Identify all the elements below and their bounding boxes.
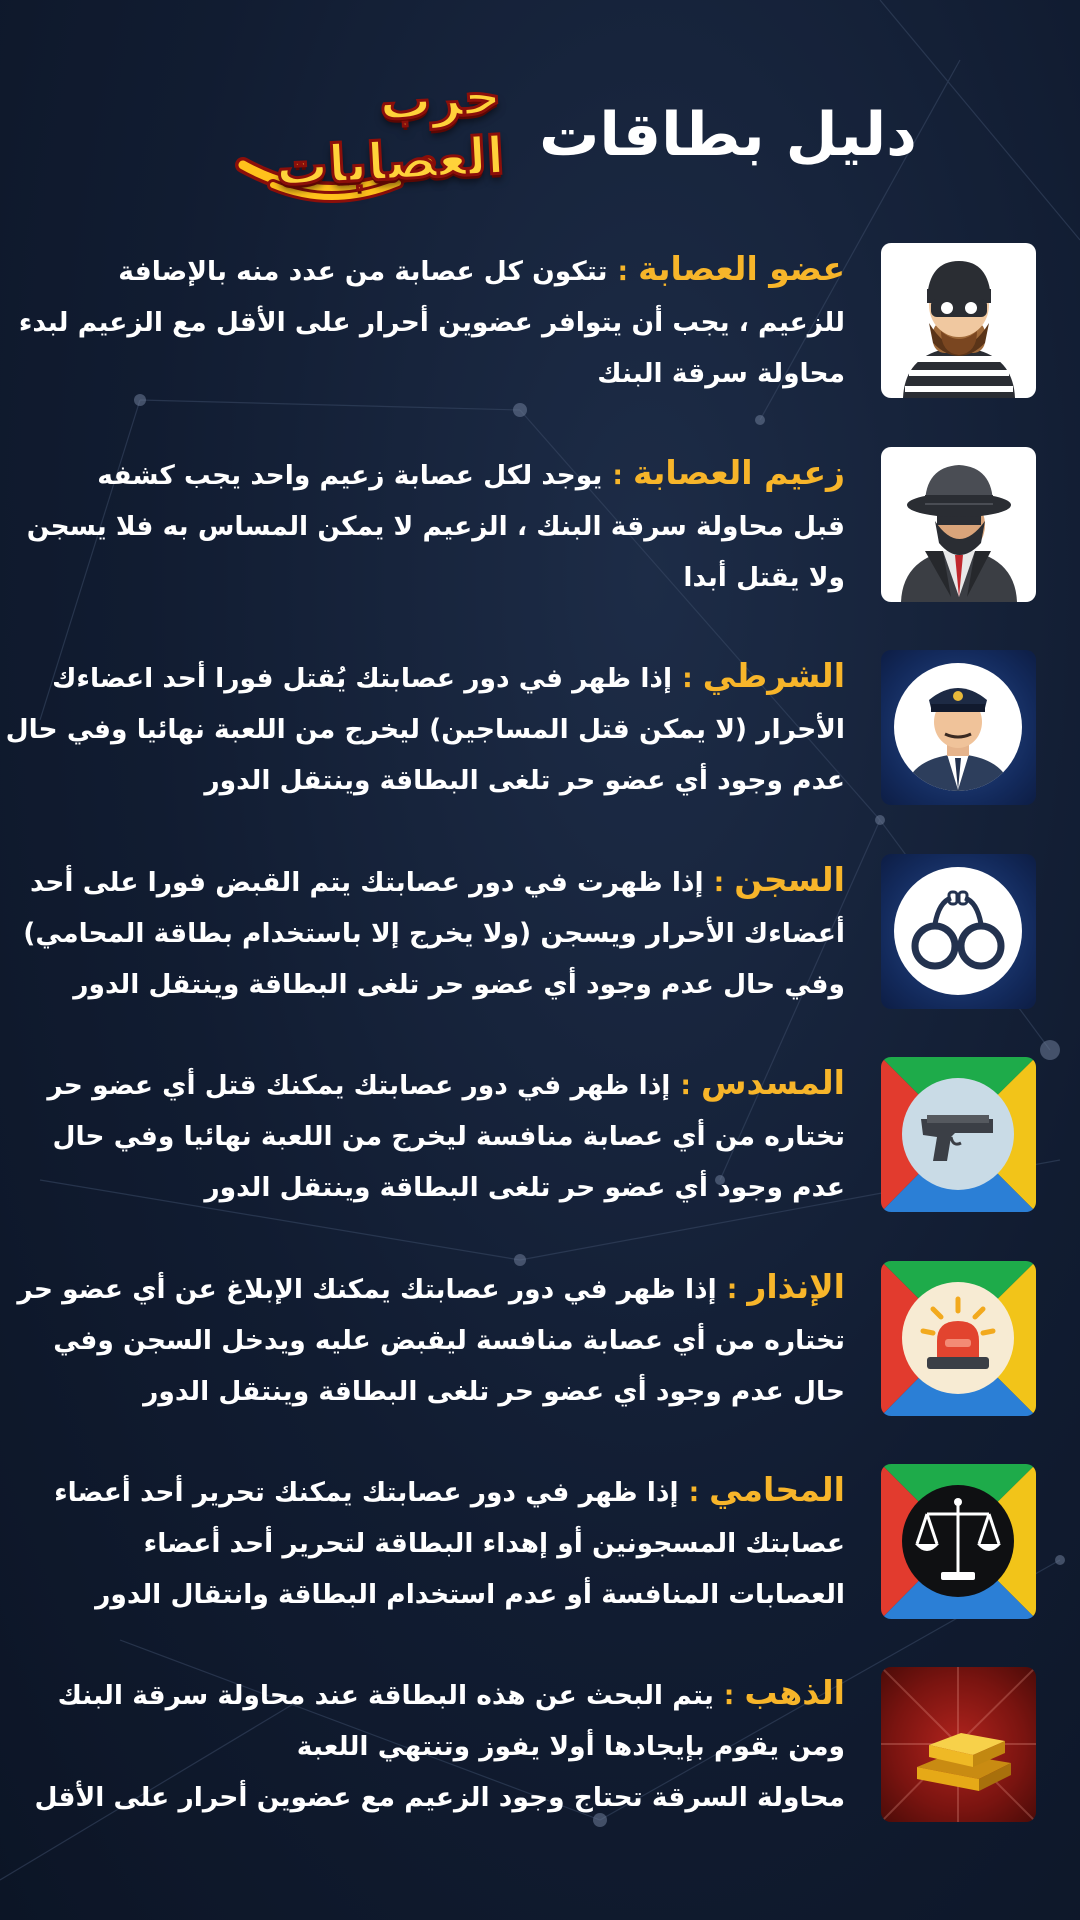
card-line: العصابات المنافسة أو عدم استخدام البطاقة وانتقال الدور bbox=[95, 1579, 845, 1610]
card-policeman bbox=[0, 650, 1080, 810]
header bbox=[0, 60, 1080, 210]
card-term: الإنذار bbox=[747, 1267, 845, 1306]
card-term: المحامي bbox=[709, 1470, 845, 1509]
card-description: الذهب:يتم البحث عن هذه البطاقة عند محاولة سرقة البنك ومن يقوم بإيجادها أولا يفوز وتنتهي اللعبة محاولة السرقة تحتاج وجود الزعيم مع عضوين أحرار على الأقل bbox=[45, 1667, 845, 1823]
card-gang-leader bbox=[0, 447, 1080, 607]
card-description: الشرطي:إذا ظهر في دور عصابتك يُقتل فورا أحد اعضاءك الأحرار (لا يمكن قتل المساجين) ليخرج من اللعبة نهائيا وفي حال عدم وجود أي عضو حر تلغى البطاقة وينتقل الدور bbox=[45, 650, 845, 806]
card-term: السجن bbox=[734, 860, 845, 899]
card-line: إذا ظهر في دور عصابتك يُقتل فورا أحد اعضاءك bbox=[52, 663, 673, 694]
card-prison bbox=[0, 854, 1080, 1014]
card-line: إذا ظهر في دور عصابتك يمكنك الإبلاغ عن أي عضو حر bbox=[17, 1274, 717, 1305]
page-title: دليل بطاقات bbox=[539, 100, 917, 170]
scales-of-justice-icon bbox=[881, 1464, 1036, 1619]
card-line: عدم وجود أي عضو حر تلغى البطاقة وينتقل الدور bbox=[204, 765, 845, 796]
card-line: محاولة السرقة تحتاج وجود الزعيم مع عضوين أحرار على الأقل bbox=[34, 1782, 845, 1813]
card-description: المحامي:إذا ظهر في دور عصابتك يمكنك تحرير أحد أعضاء عصابتك المسجونين أو إهداء البطاقة لتحرير أحد أعضاء العصابات المنافسة أو عدم استخدام البطاقة وانتقال الدور bbox=[45, 1464, 845, 1620]
game-logo bbox=[163, 65, 506, 205]
card-lawyer bbox=[0, 1464, 1080, 1624]
card-line: أعضاءك الأحرار ويسجن (ولا يخرج إلا باستخدام بطاقة المحامي) bbox=[23, 918, 845, 949]
card-line: قبل محاولة سرقة البنك ، الزعيم لا يمكن المساس به فلا يسجن bbox=[26, 511, 845, 542]
handcuffs-icon bbox=[881, 854, 1036, 1009]
card-gang-member bbox=[0, 243, 1080, 403]
card-line: يوجد لكل عصابة زعيم واحد يجب كشفه bbox=[97, 460, 603, 491]
card-line: للزعيم ، يجب أن يتوافر عضوين أحرار على الأقل مع الزعيم لبدء bbox=[18, 307, 845, 338]
card-line: عدم وجود أي عضو حر تلغى البطاقة وينتقل الدور bbox=[204, 1172, 845, 1203]
gang-member-icon bbox=[881, 243, 1036, 398]
card-line: وفي حال عدم وجود أي عضو حر تلغى البطاقة وينتقل الدور bbox=[73, 969, 845, 1000]
card-line: محاولة سرقة البنك bbox=[597, 358, 845, 389]
card-line: ولا يقتل أبدا bbox=[683, 562, 845, 593]
card-line: حال عدم وجود أي عضو حر تلغى البطاقة وينتقل الدور bbox=[143, 1376, 845, 1407]
card-line: الأحرار (لا يمكن قتل المساجين) ليخرج من اللعبة نهائيا وفي حال bbox=[5, 714, 845, 745]
card-description: السجن:إذا ظهرت في دور عصابتك يتم القبض فورا على أحد أعضاءك الأحرار ويسجن (ولا يخرج إلا باستخدام بطاقة المحامي) وفي حال عدم وجود أي عضو حر تلغى البطاقة وينتقل الدور bbox=[45, 854, 845, 1010]
card-line: تختاره من أي عصابة منافسة ليخرج من اللعبة نهائيا وفي حال bbox=[52, 1121, 845, 1152]
card-term: المسدس bbox=[700, 1063, 845, 1102]
card-description: عضو العصابة:تتكون كل عصابة من عدد منه بالإضافة للزعيم ، يجب أن يتوافر عضوين أحرار على الأقل مع الزعيم لبدء محاولة سرقة البنك bbox=[45, 243, 845, 399]
card-line: إذا ظهر في دور عصابتك يمكنك تحرير أحد أعضاء bbox=[54, 1477, 679, 1508]
gang-leader-icon bbox=[881, 447, 1036, 602]
card-line: إذا ظهر في دور عصابتك يمكنك قتل أي عضو حر bbox=[47, 1070, 671, 1101]
card-pistol bbox=[0, 1057, 1080, 1217]
policeman-icon bbox=[881, 650, 1036, 805]
card-description: الإنذار:إذا ظهر في دور عصابتك يمكنك الإبلاغ عن أي عضو حر تختاره من أي عصابة منافسة ليقبض عليه ويدخل السجن وفي حال عدم وجود أي عضو حر تلغى البطاقة وينتقل الدور bbox=[45, 1261, 845, 1417]
card-gold bbox=[0, 1667, 1080, 1827]
card-term: الذهب bbox=[744, 1673, 845, 1712]
card-description: المسدس:إذا ظهر في دور عصابتك يمكنك قتل أي عضو حر تختاره من أي عصابة منافسة ليخرج من اللعبة نهائيا وفي حال عدم وجود أي عضو حر تلغى البطاقة وينتقل الدور bbox=[45, 1057, 845, 1213]
siren-icon bbox=[881, 1261, 1036, 1416]
gold-bars-icon bbox=[881, 1667, 1036, 1822]
pistol-icon bbox=[881, 1057, 1036, 1212]
card-term: الشرطي bbox=[702, 656, 845, 695]
card-line: تتكون كل عصابة من عدد منه بالإضافة bbox=[118, 256, 608, 287]
card-description: زعيم العصابة:يوجد لكل عصابة زعيم واحد يجب كشفه قبل محاولة سرقة البنك ، الزعيم لا يمكن المساس به فلا يسجن ولا يقتل أبدا bbox=[45, 447, 845, 603]
card-line: عصابتك المسجونين أو إهداء البطاقة لتحرير أحد أعضاء bbox=[143, 1528, 845, 1559]
card-line: ومن يقوم بإيجادها أولا يفوز وتنتهي اللعبة bbox=[296, 1731, 845, 1762]
card-alarm bbox=[0, 1261, 1080, 1421]
card-line: تختاره من أي عصابة منافسة ليقبض عليه ويدخل السجن وفي bbox=[53, 1325, 845, 1356]
card-term: زعيم العصابة bbox=[632, 453, 845, 492]
card-line: إذا ظهرت في دور عصابتك يتم القبض فورا على أحد bbox=[30, 867, 704, 898]
card-term: عضو العصابة bbox=[638, 249, 845, 288]
card-line: يتم البحث عن هذه البطاقة عند محاولة سرقة البنك bbox=[57, 1680, 714, 1711]
logo-text: حرب العصابات bbox=[274, 66, 506, 198]
